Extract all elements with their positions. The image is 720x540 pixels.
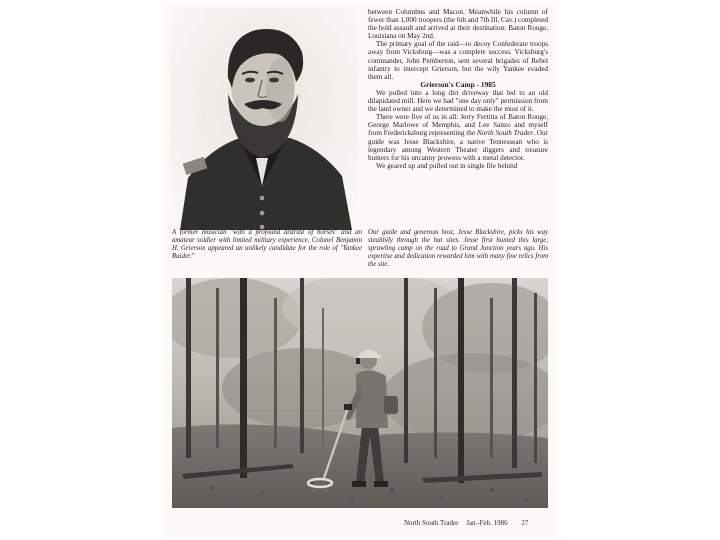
guide-caption: Our guide and generous host, Jesse Blackshire, picks his way stealthily through the hut sites. Jesse first hunted this large, sprawling camp on the road to Grand Junction years ago. His expertise and dedication rewarded him with many fine relics from the site. [368,229,548,268]
paragraph-text: There were five of us in all: Jerry Fertitta of Baton Rouge, George Marlowe of Memphis, and Lee Sanzo and myself from Fredericksburg representing the [368,113,548,138]
woodland-photo [172,278,548,508]
publication-title: North South Trader [476,129,534,138]
article-column [368,8,548,170]
footer-issue: Jan.-Feb. 1986 [466,519,508,527]
article-paragraph: We pulled into a long dirt driveway that led to an old dilapidated mill. Here we had "one day only" permission from the land owner and we determined to make the most of it. [368,88,548,114]
paragraph-text: . Our guide was Jesse Blackshire, a native Tennessean who is legendary among Western Theater diggers and treasure hunters for his uncanny prowess with a metal detector. [368,129,548,162]
portrait-caption: A former musician "with a profound distrust of horses" and an amateur soldier with limited military experience, Colonel Benjamin H. Grierson appeared an unlikely candidate for the role of "Yankee Raider." [172,229,362,260]
article-paragraph: between Columbus and Macon. Meanwhile his column of fewer than 1,000 troopers (the 6th and 7th Ill. Cav.) completed the bold assault and arrived at their destination: Baton Rouge, Louisiana on May 2nd. [368,8,548,41]
metal-detecting-photo [172,278,548,508]
page-footer [404,519,528,527]
grierson-portrait [170,8,358,230]
page-number: 27 [521,519,529,527]
article-paragraph: The primary goal of the raid—to decoy Confederate troops away from Vicksburg—was a complete success. Vicksburg's commander, John Pemberton, sent several brigades of Rebel infantry to intercept Grierson, but the wily Yankee evaded them all. [368,40,548,81]
footer-publication: North South Trader [404,519,459,527]
article-paragraph [368,113,548,162]
portrait-engraving [170,8,358,230]
section-heading: Grierson's Camp - 1985 [420,79,496,89]
article-paragraph: We geared up and pulled out in single file behind [376,161,518,170]
